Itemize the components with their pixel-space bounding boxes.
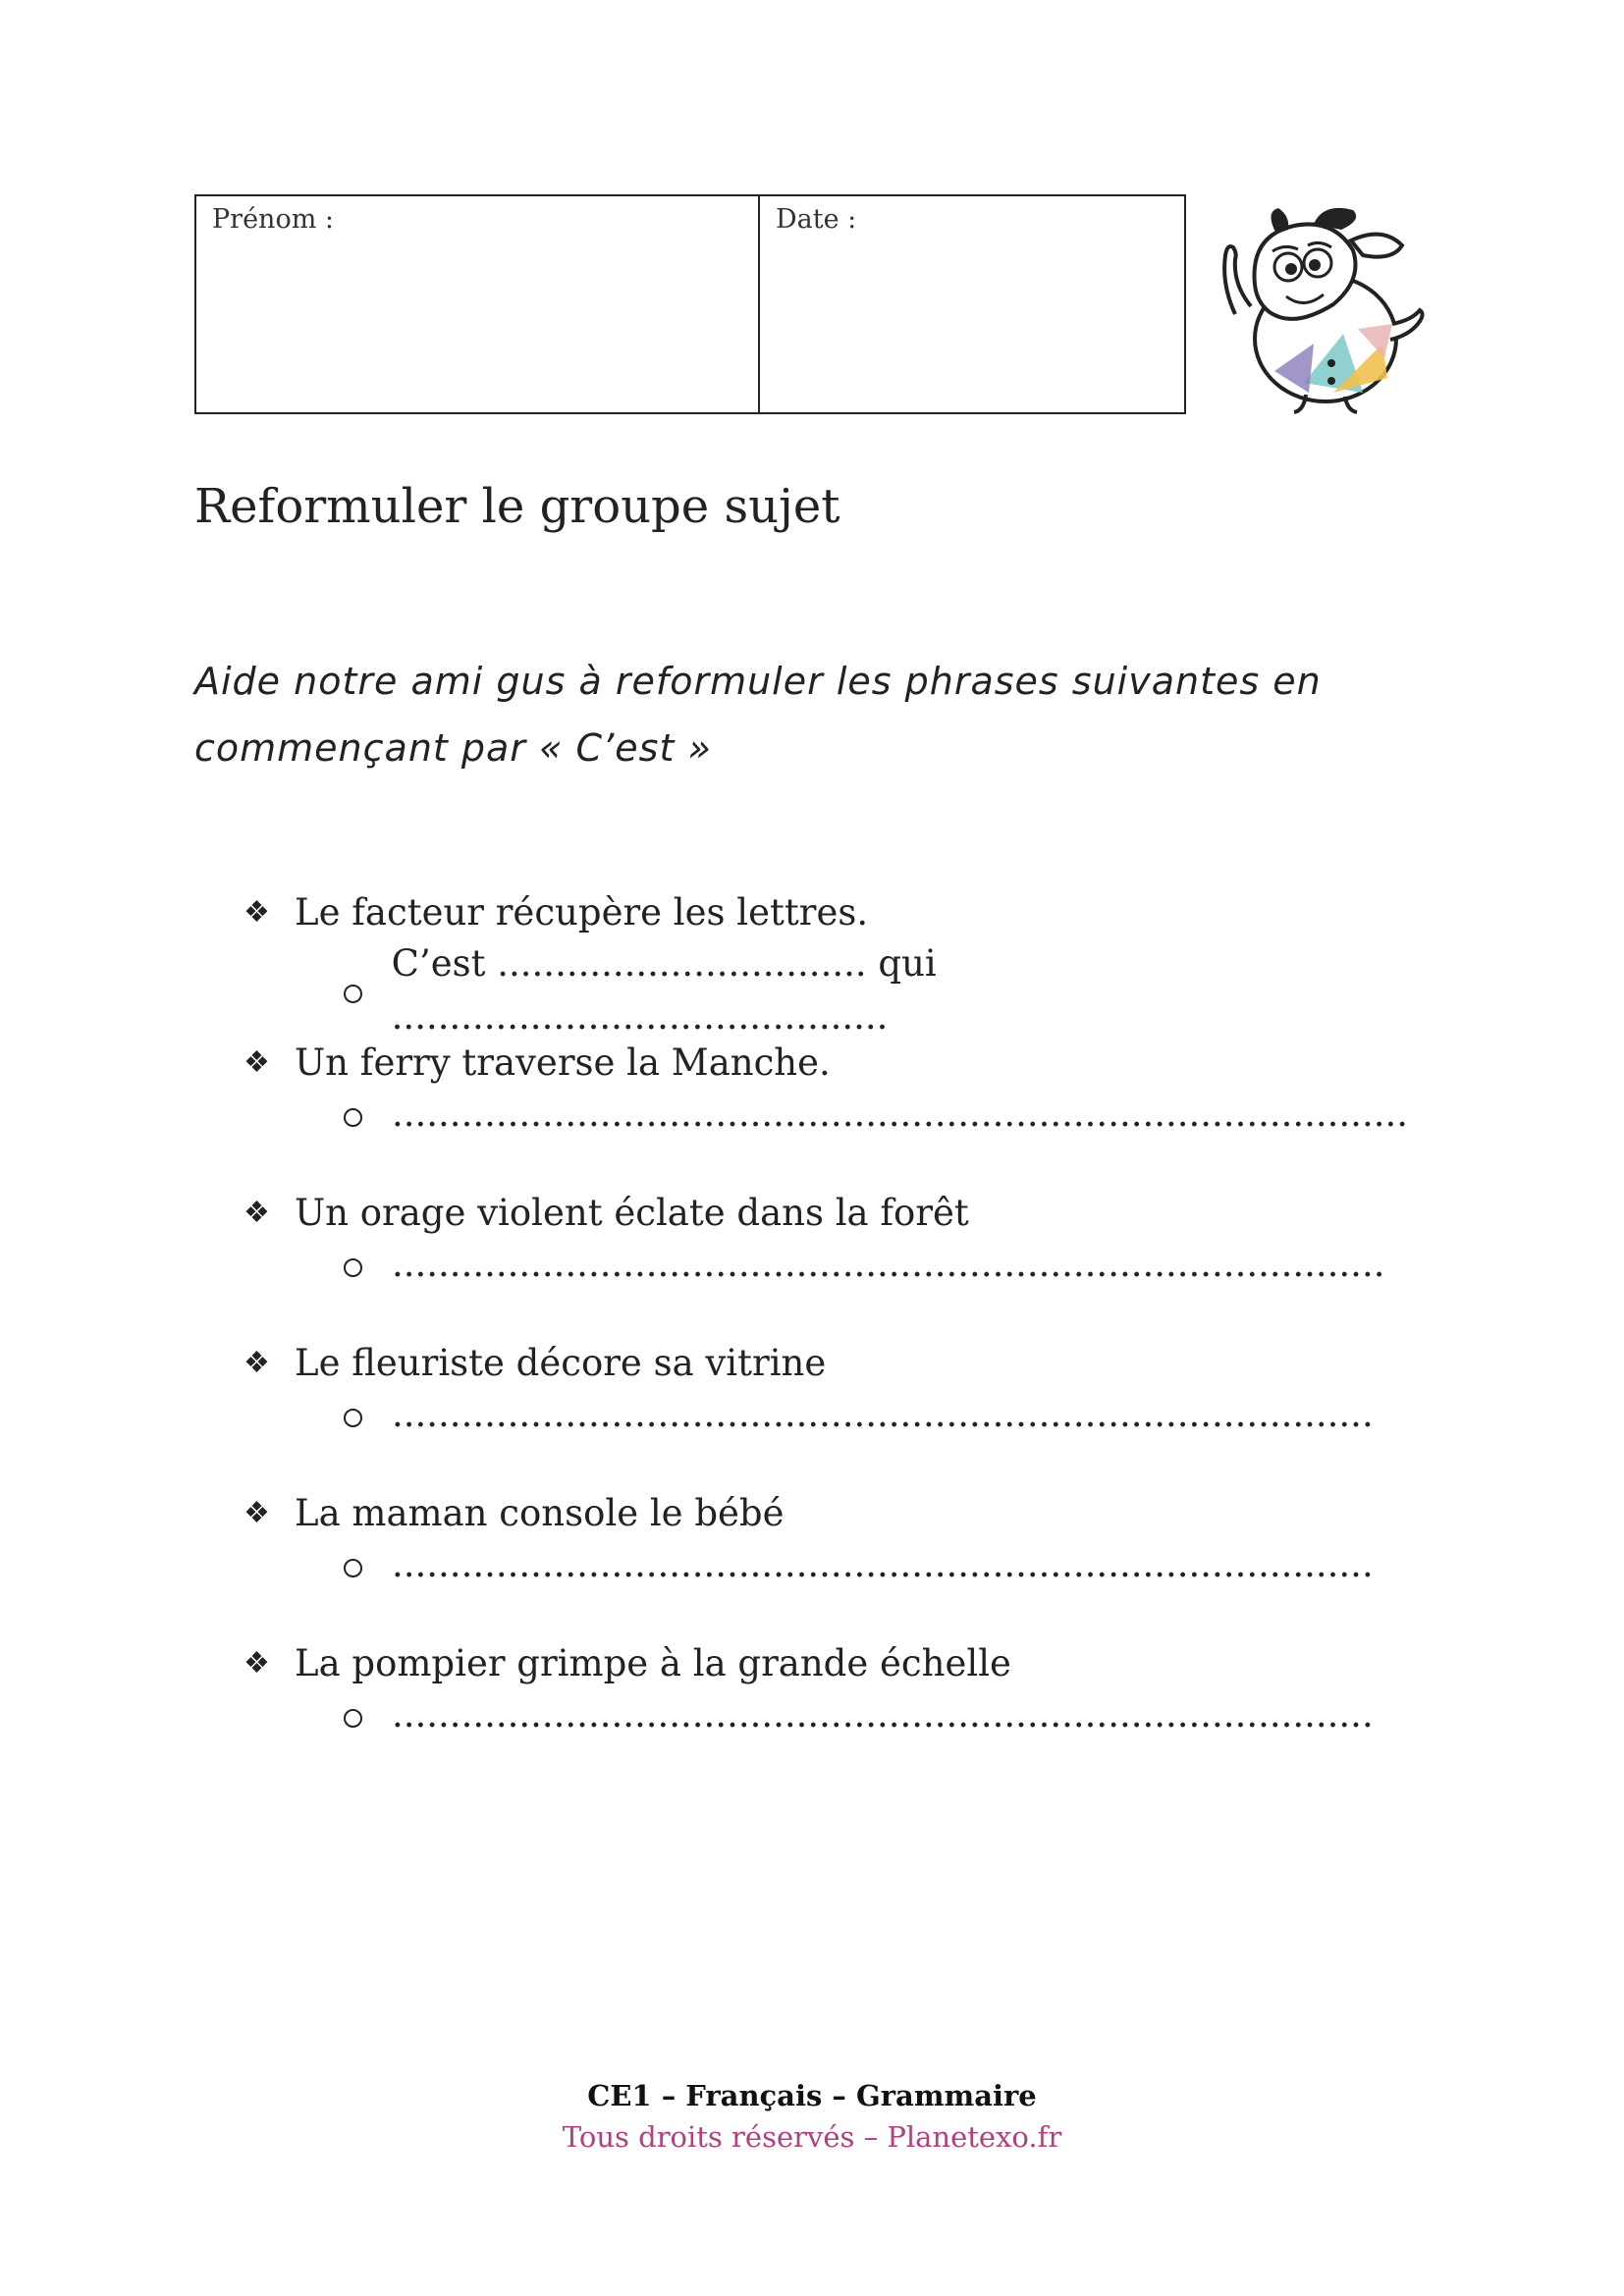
name-date-box	[194, 194, 1186, 414]
circle-bullet-icon	[344, 1709, 362, 1728]
answer-text: C’est ................................ qui ...........................................	[391, 942, 937, 1038]
instruction-line-1: Aide notre ami gus à reformuler les phrases suivantes en	[194, 660, 1322, 703]
answer-text: ........................................................................................	[392, 1093, 1408, 1135]
mascot-sheep-icon	[1216, 196, 1432, 417]
page-title: Reformuler le groupe sujet	[194, 479, 840, 534]
instruction-line-2: commençant par « C’est »	[194, 726, 712, 770]
answer-line[interactable]	[344, 1538, 1422, 1591]
exercise-item	[244, 1039, 1422, 1189]
exercise-sentence: La pompier grimpe à la grande échelle	[295, 1642, 1011, 1684]
exercise-sentence: Un ferry traverse la Manche.	[295, 1041, 831, 1084]
exercise-item	[244, 888, 1422, 1039]
diamond-bullet-icon: ❖	[244, 1646, 270, 1681]
exercise-item	[244, 1639, 1422, 1789]
answer-line[interactable]	[344, 1088, 1422, 1141]
answer-line[interactable]	[344, 937, 1422, 1043]
diamond-bullet-icon: ❖	[244, 1346, 270, 1380]
exercise-item	[244, 1189, 1422, 1339]
exercise-sentence: Un orage violent éclate dans la forêt	[295, 1192, 969, 1234]
answer-line[interactable]	[344, 1688, 1422, 1741]
answer-text: ......................................................................................	[392, 1243, 1385, 1285]
circle-bullet-icon	[344, 1108, 362, 1127]
circle-bullet-icon	[344, 985, 362, 1003]
circle-bullet-icon	[344, 1559, 362, 1577]
answer-text: .....................................................................................	[392, 1693, 1374, 1735]
date-field[interactable]	[760, 196, 1184, 412]
exercise-list	[244, 888, 1422, 1789]
footer-course-label: CE1 – Français – Grammaire	[587, 2079, 1037, 2112]
exercise-sentence: Le fleuriste décore sa vitrine	[295, 1342, 827, 1384]
exercise-sentence: La maman console le bébé	[295, 1492, 785, 1534]
circle-bullet-icon	[344, 1409, 362, 1427]
diamond-bullet-icon: ❖	[244, 1496, 270, 1530]
exercise-item	[244, 1489, 1422, 1639]
prenom-label: Prénom :	[212, 204, 334, 235]
exercise-sentence: Le facteur récupère les lettres.	[295, 891, 869, 934]
answer-line[interactable]	[344, 1238, 1422, 1291]
date-label: Date :	[776, 204, 857, 235]
diamond-bullet-icon: ❖	[244, 895, 270, 930]
circle-bullet-icon	[344, 1258, 362, 1277]
diamond-bullet-icon: ❖	[244, 1045, 270, 1080]
exercise-item	[244, 1339, 1422, 1489]
diamond-bullet-icon: ❖	[244, 1196, 270, 1230]
answer-text: .....................................................................................	[392, 1393, 1374, 1435]
footer-copyright: Tous droits réservés – Planetexo.fr	[562, 2120, 1062, 2154]
answer-text: .....................................................................................	[392, 1543, 1374, 1585]
answer-line[interactable]	[344, 1388, 1422, 1441]
instruction-text	[194, 648, 1412, 781]
prenom-field[interactable]	[196, 196, 760, 412]
